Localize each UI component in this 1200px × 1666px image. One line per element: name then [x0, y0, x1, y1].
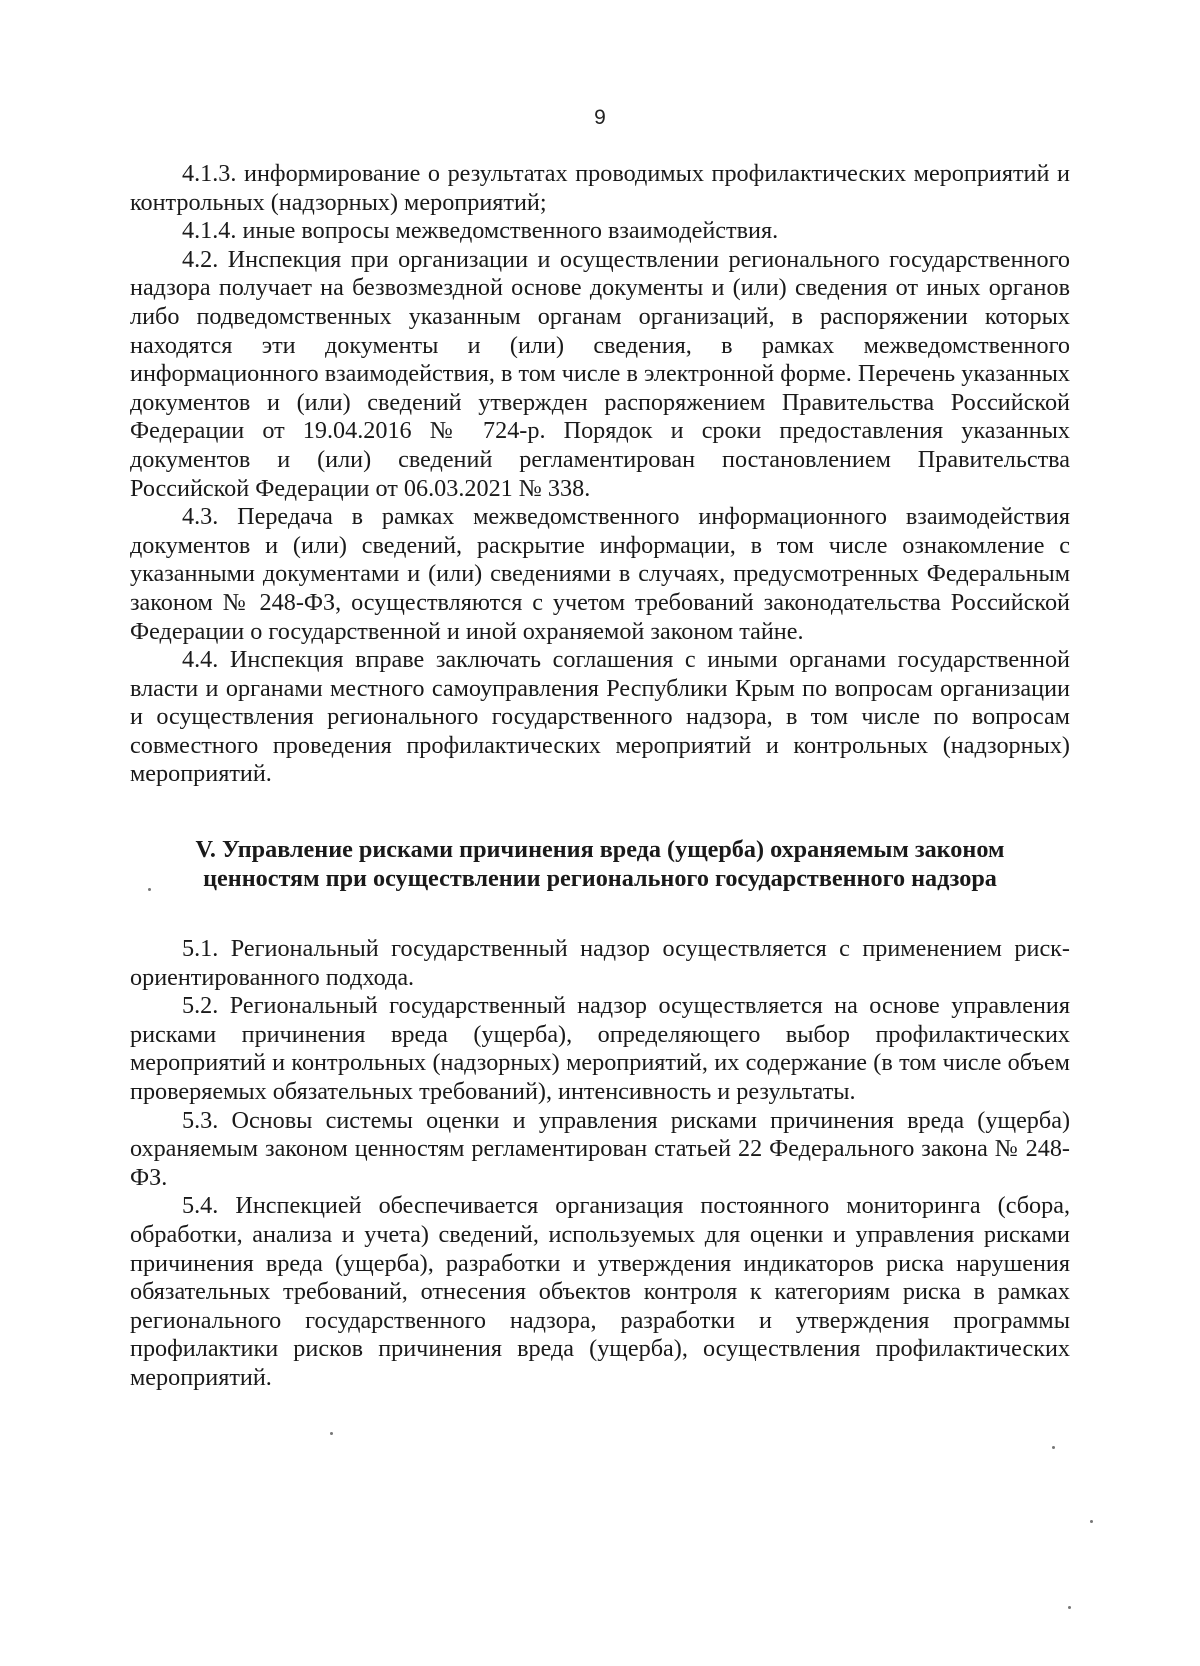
- paragraph-5-4: 5.4. Инспекцией обеспечивается организация постоянного мониторинга (сбора, обработки, анализа и учета) сведений, используемых для оценки и управления рисками причинения вреда (ущерба), разработки и утверждения индикаторов риска нарушения обязательных требований, отнесения объектов контроля к категориям риска в рамках регионального государственного надзора, разработки и утверждения программы профилактики рисков причинения вреда (ущерба), осуществления профилактических мероприятий.: [130, 1192, 1070, 1391]
- paragraph-5-2: 5.2. Региональный государственный надзор осуществляется на основе управления рисками причинения вреда (ущерба), определяющего выбор профилактических мероприятий и контрольных (надзорных) мероприятий, их содержание (в том числе объем проверяемых обязательных требований), интенсивность и результаты.: [130, 992, 1070, 1106]
- document-body: [130, 160, 1070, 1393]
- scan-speck: [148, 888, 151, 891]
- paragraph-4-4: 4.4. Инспекция вправе заключать соглашения с иными органами государственной власти и органами местного самоуправления Республики Крым по вопросам организации и осуществления регионального государственного надзора, в том числе по вопросам совместного проведения профилактических мероприятий и контрольных (надзорных) мероприятий.: [130, 646, 1070, 788]
- scan-speck: [1052, 1446, 1055, 1449]
- scan-speck: [1068, 1606, 1071, 1609]
- paragraph-4-2: 4.2. Инспекция при организации и осуществлении регионального государственного надзора получает на безвозмездной основе документы и (или) сведения от иных органов либо подведомственных указанным органам организаций, в распоряжении которых находятся эти документы и (или) сведения, в рамках межведомственного информационного взаимодействия, в том числе в электронной форме. Перечень указанных документов и (или) сведений утвержден распоряжением Правительства Российской Федерации от 19.04.2016 № 724-р. Порядок и сроки предоставления указанных документов и (или) сведений регламентирован постановлением Правительства Российской Федерации от 06.03.2021 № 338.: [130, 245, 1070, 502]
- scan-speck: [1090, 1520, 1093, 1523]
- paragraph-5-3: 5.3. Основы системы оценки и управления рисками причинения вреда (ущерба) охраняемым законом ценностям регламентирован статьей 22 Федерального закона № 248-ФЗ.: [130, 1106, 1070, 1191]
- paragraph-4-1-4: 4.1.4. иные вопросы межведомственного взаимодействия.: [182, 217, 779, 245]
- page-number: 9: [594, 106, 606, 129]
- paragraph-4-1-3: 4.1.3. информирование о результатах проводимых профилактических мероприятий и контрольных (надзорных) мероприятий;: [130, 160, 1070, 216]
- paragraph-5-1: 5.1. Региональный государственный надзор осуществляется с применением риск-ориентированного подхода.: [130, 935, 1070, 991]
- paragraph-4-3: 4.3. Передача в рамках межведомственного информационного взаимодействия документов и (или) сведений, раскрытие информации, в том числе ознакомление с указанными документами и (или) сведениями в случаях, предусмотренных Федеральным законом № 248-ФЗ, осуществляются с учетом требований законодательства Российской Федерации о государственной и иной охраняемой законом тайне.: [130, 503, 1070, 645]
- scan-speck: [330, 1432, 333, 1435]
- section-title: V. Управление рисками причинения вреда (ущерба) охраняемым законом ценностям при осуществлении регионального государственного надзора: [195, 836, 1005, 893]
